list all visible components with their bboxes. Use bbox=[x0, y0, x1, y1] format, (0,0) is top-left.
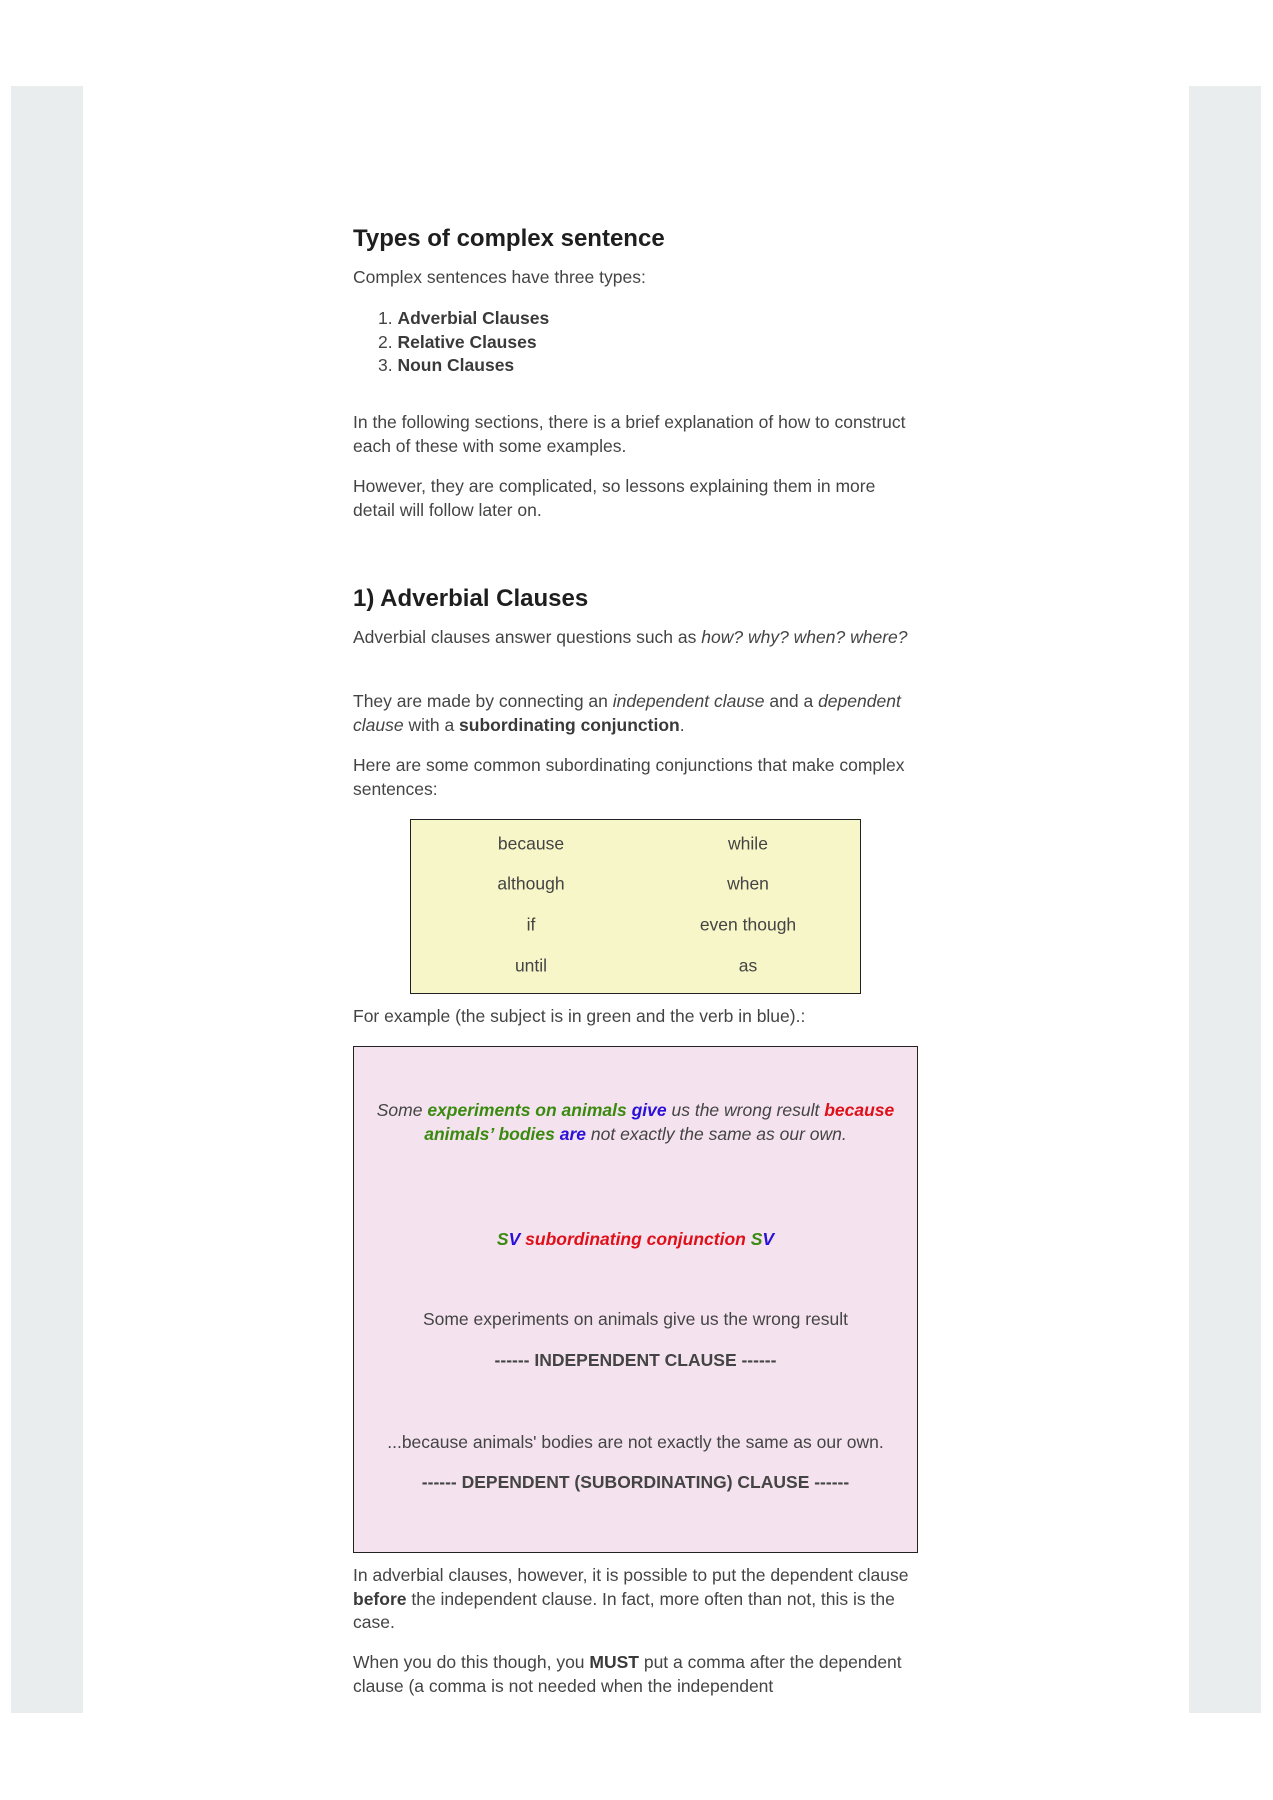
table-cell: even though bbox=[699, 914, 797, 935]
example-intro: For example (the subject is in green and the verb in blue).: bbox=[353, 1006, 806, 1026]
table-cell: if bbox=[526, 914, 536, 935]
table-cell: as bbox=[738, 955, 758, 976]
paragraph: When you do this though, you MUST put a comma after the dependent clause (a comma is not needed when the independent bbox=[353, 1652, 902, 1696]
table-cell: until bbox=[514, 955, 548, 976]
left-margin bbox=[11, 86, 83, 1713]
example-sentence: Some experiments on animals give us the wrong result because animals’ bodies are not exactly the same as our own. bbox=[376, 1100, 895, 1144]
paragraph: Here are some common subordinating conjunctions that make complex sentences: bbox=[353, 755, 905, 799]
dependent-label: ------ DEPENDENT (SUBORDINATING) CLAUSE ------ bbox=[421, 1472, 850, 1492]
independent-label: ------ INDEPENDENT CLAUSE ------ bbox=[494, 1350, 777, 1370]
list-item: 1. Adverbial Clauses bbox=[378, 308, 550, 328]
list-item: 2. Relative Clauses bbox=[378, 331, 537, 352]
heading-adverbial: 1) Adverbial Clauses bbox=[353, 585, 589, 612]
table-cell: when bbox=[727, 873, 769, 894]
sv-pattern: SV subordinating conjunction SV bbox=[496, 1229, 775, 1249]
paragraph: In adverbial clauses, however, it is possible to put the dependent clause before the independent clause. In fact, more often than not, this is the case. bbox=[353, 1565, 909, 1632]
paragraph: In the following sections, there is a brief explanation of how to construct each of these with some examples. bbox=[353, 412, 906, 456]
independent-clause: Some experiments on animals give us the wrong result bbox=[422, 1309, 849, 1329]
right-margin bbox=[1189, 86, 1261, 1713]
conjunctions-table bbox=[410, 819, 861, 994]
intro-text: Complex sentences have three types: bbox=[353, 267, 646, 287]
dependent-clause: ...because animals' bodies are not exactly the same as our own. bbox=[387, 1432, 884, 1452]
paragraph: They are made by connecting an independent clause and a dependent clause with a subordinating conjunction. bbox=[353, 691, 901, 735]
paragraph: Adverbial clauses answer questions such as how? why? when? where? bbox=[353, 627, 908, 647]
example-box bbox=[353, 1046, 918, 1553]
types-list bbox=[378, 307, 549, 378]
table-cell: because bbox=[497, 833, 565, 854]
table-cell: although bbox=[497, 873, 565, 894]
heading-types: Types of complex sentence bbox=[353, 225, 665, 252]
list-item: 3. Noun Clauses bbox=[378, 355, 515, 375]
paragraph: However, they are complicated, so lessons explaining them in more detail will follow later on. bbox=[353, 476, 876, 520]
table-cell: while bbox=[728, 833, 768, 854]
